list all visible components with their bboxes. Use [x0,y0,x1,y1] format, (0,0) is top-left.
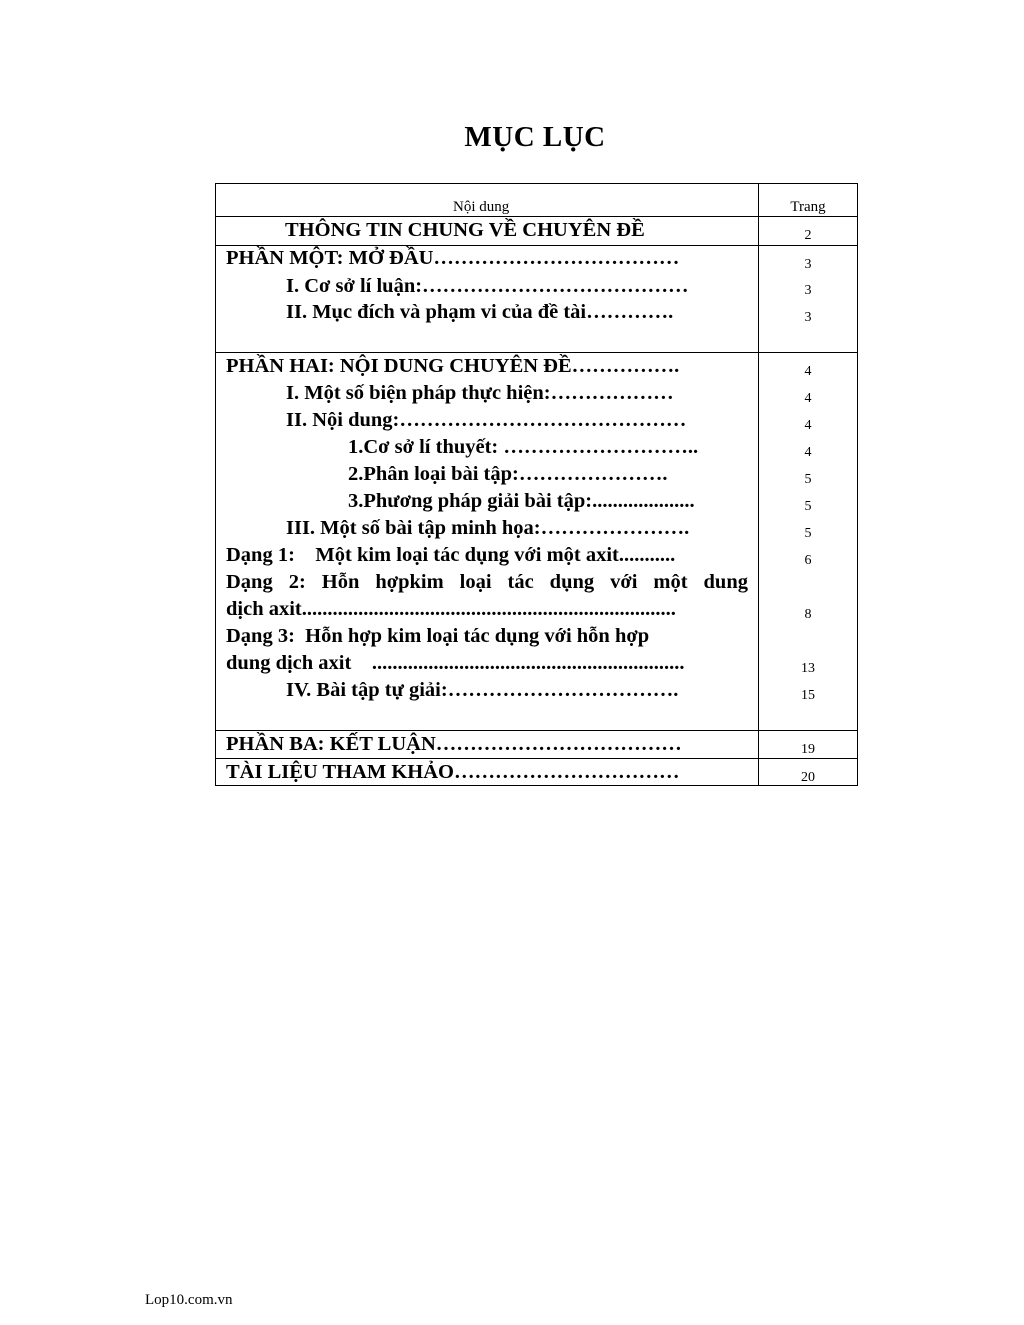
toc-page: 5 [804,499,812,514]
toc-entry: I. Cơ sở lí luận:………………………………… [286,275,689,297]
toc-page: 4 [804,418,812,433]
toc-page: 15 [801,688,815,703]
content-header: Nội dung [453,199,510,215]
toc-entry: THÔNG TIN CHUNG VỀ CHUYÊN ĐỀ [285,219,645,241]
toc-entry: IV. Bài tập tự giải:……………………………. [286,679,679,701]
row-divider [216,758,857,759]
toc-entry: Dạng 1: Một kim loại tác dụng với một axit........... [226,544,676,566]
row-divider [216,352,857,353]
toc-entry: II. Mục đích và phạm vi của đề tài…………. [286,301,674,323]
toc-entry: Dạng 2: Hỗn hợpkim loại tác dụng với một dung [226,571,748,593]
toc-entry: PHẦN HAI: NỘI DUNG CHUYÊN ĐỀ……………. [226,355,680,377]
toc-entry: PHẦN MỘT: MỞ ĐẦU……………………………… [226,247,680,269]
toc-page: 8 [804,607,812,622]
toc-page: 5 [804,526,812,541]
toc-entry: I. Một số biện pháp thực hiện:……………… [286,382,674,404]
toc-page: 3 [804,310,812,325]
toc-page: 3 [804,283,812,298]
toc-entry: II. Nội dung:…………………………………… [286,409,687,431]
toc-entry: 3.Phương pháp giải bài tập:.................... [348,490,695,512]
toc-page: 20 [801,770,815,785]
toc-entry: dịch axit......................................................................... [226,598,676,620]
toc-entry: PHẦN BA: KẾT LUẬN……………………………… [226,733,682,755]
row-divider [216,245,857,246]
row-divider [216,216,857,217]
toc-page: 2 [804,228,812,243]
page-header: Trang [790,199,826,215]
page-title: MỤC LỤC [464,121,606,153]
toc-page: 6 [804,553,812,568]
toc-page: 4 [804,391,812,406]
toc-entry: 2.Phân loại bài tập:…………………. [348,463,668,485]
toc-entry: dung dịch axit ............................................................. [226,652,685,674]
footer-watermark: Lop10.com.vn [145,1292,233,1308]
toc-page: 19 [801,742,815,757]
toc-table [215,183,858,786]
toc-entry: 1.Cơ sở lí thuyết: ……………………….. [348,436,699,458]
toc-entry: TÀI LIỆU THAM KHẢO…………………………… [226,761,680,783]
toc-page: 3 [804,257,812,272]
toc-page: 4 [804,364,812,379]
toc-page: 4 [804,445,812,460]
toc-entry: III. Một số bài tập minh họa:…………………. [286,517,690,539]
toc-page: 5 [804,472,812,487]
toc-entry: Dạng 3: Hỗn hợp kim loại tác dụng với hỗn hợp [226,625,650,647]
row-divider [216,730,857,731]
toc-page: 13 [801,661,815,676]
